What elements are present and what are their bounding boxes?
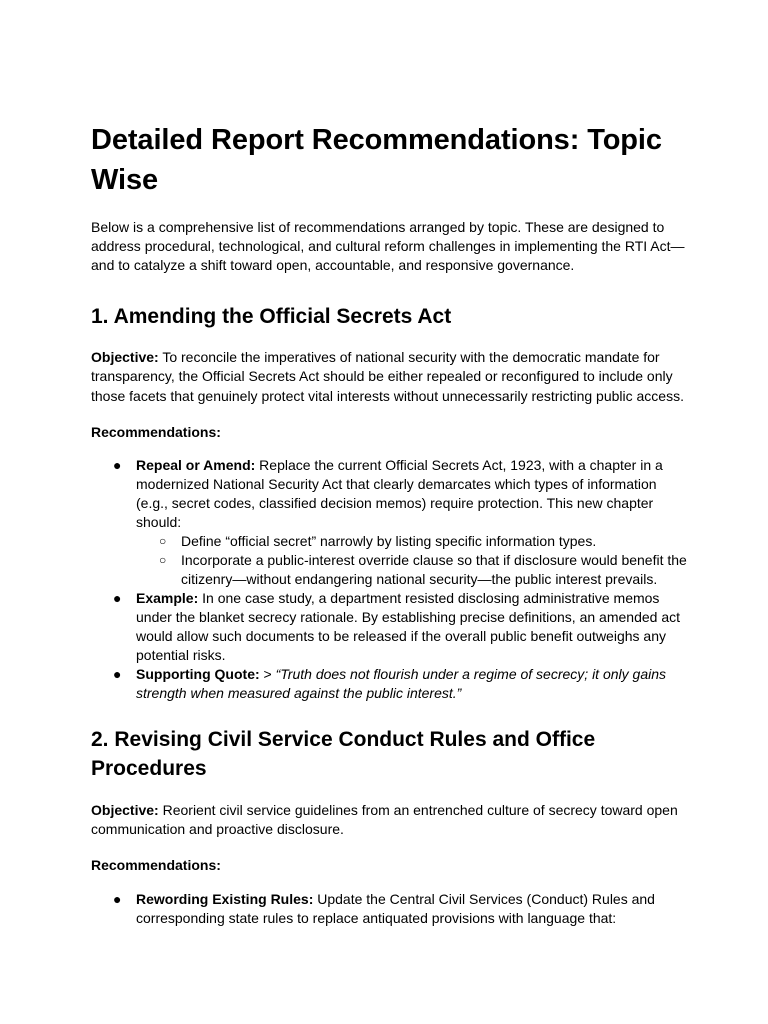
hollow-bullet-icon: ○	[159, 552, 167, 567]
objective-paragraph	[91, 801, 688, 839]
section-civil-service-rules	[91, 725, 688, 928]
section-heading: 1. Amending the Official Secrets Act	[91, 304, 452, 328]
sub-item-text: Define “official secret” narrowly by listing specific information types.	[181, 532, 597, 549]
item-text: In one case study, a department resisted disclosing administrative memos under the blanket secrecy rationale. By establishing precise definitions, an amended act would allow such documents to be released if the overall public benefit outweighs any potential risks.	[136, 589, 680, 663]
bullet-icon: ●	[113, 456, 122, 473]
item-label: Repeal or Amend:	[136, 456, 256, 473]
objective-text: Reorient civil service guidelines from an entrenched culture of secrecy toward open communication and proactive disclosure.	[91, 801, 678, 838]
sub-item-text: Incorporate a public-interest override clause so that if disclosure would benefit the citizenry—without endangering national security—the public interest prevails.	[181, 551, 687, 587]
item-text: Replace the current Official Secrets Act, 1923, with a chapter in a modernized National Security Act that clearly demarcates which types of information (e.g., secret codes, classified decision memos) require protection. This new chapter should:	[136, 456, 663, 530]
bullet-icon: ●	[113, 890, 122, 907]
objective-label: Objective:	[91, 349, 159, 366]
item-text: Update the Central Civil Services (Conduct) Rules and corresponding state rules to replace antiquated provisions with language that:	[136, 890, 655, 926]
item-label: Rewording Existing Rules:	[136, 890, 314, 907]
objective-paragraph	[91, 348, 688, 406]
recommendations-list	[91, 456, 688, 703]
recommendations-label: Recommendations:	[91, 423, 221, 440]
item-label: Example:	[136, 589, 199, 606]
supporting-quote: “Truth does not flourish under a regime of secrecy; it only gains strength when measured against the public interest.”	[136, 665, 666, 701]
document-title: Detailed Report Recommendations: Topic Wise	[91, 124, 662, 196]
quote-prefix: >	[259, 665, 276, 682]
sub-list	[136, 532, 688, 589]
recommendations-list	[91, 890, 688, 928]
recommendations-label: Recommendations:	[91, 857, 221, 874]
hollow-bullet-icon: ○	[159, 533, 167, 548]
bullet-icon: ●	[113, 665, 122, 682]
bullet-icon: ●	[113, 589, 122, 606]
objective-label: Objective:	[91, 801, 159, 818]
list-item	[91, 456, 688, 589]
section-official-secrets-act	[91, 302, 688, 703]
item-label: Supporting Quote:	[136, 665, 260, 682]
list-item	[91, 890, 688, 928]
sub-list-item	[136, 551, 688, 589]
section-heading: 2. Revising Civil Service Conduct Rules and Office Procedures	[91, 727, 596, 781]
objective-text: To reconcile the imperatives of national security with the democratic mandate for transparency, the Official Secrets Act should be either repealed or reconfigured to include only those facets that genuinely protect vital interests without unnecessarily restricting public access.	[91, 349, 684, 404]
sub-list-item	[136, 532, 688, 551]
list-item	[91, 665, 688, 703]
list-item	[91, 589, 688, 665]
intro-paragraph: Below is a comprehensive list of recommendations arranged by topic. These are designed to address procedural, technological, and cultural reform challenges in implementing the RTI Act—and to catalyze a shift toward open, accountable, and responsive governance.	[91, 219, 685, 274]
